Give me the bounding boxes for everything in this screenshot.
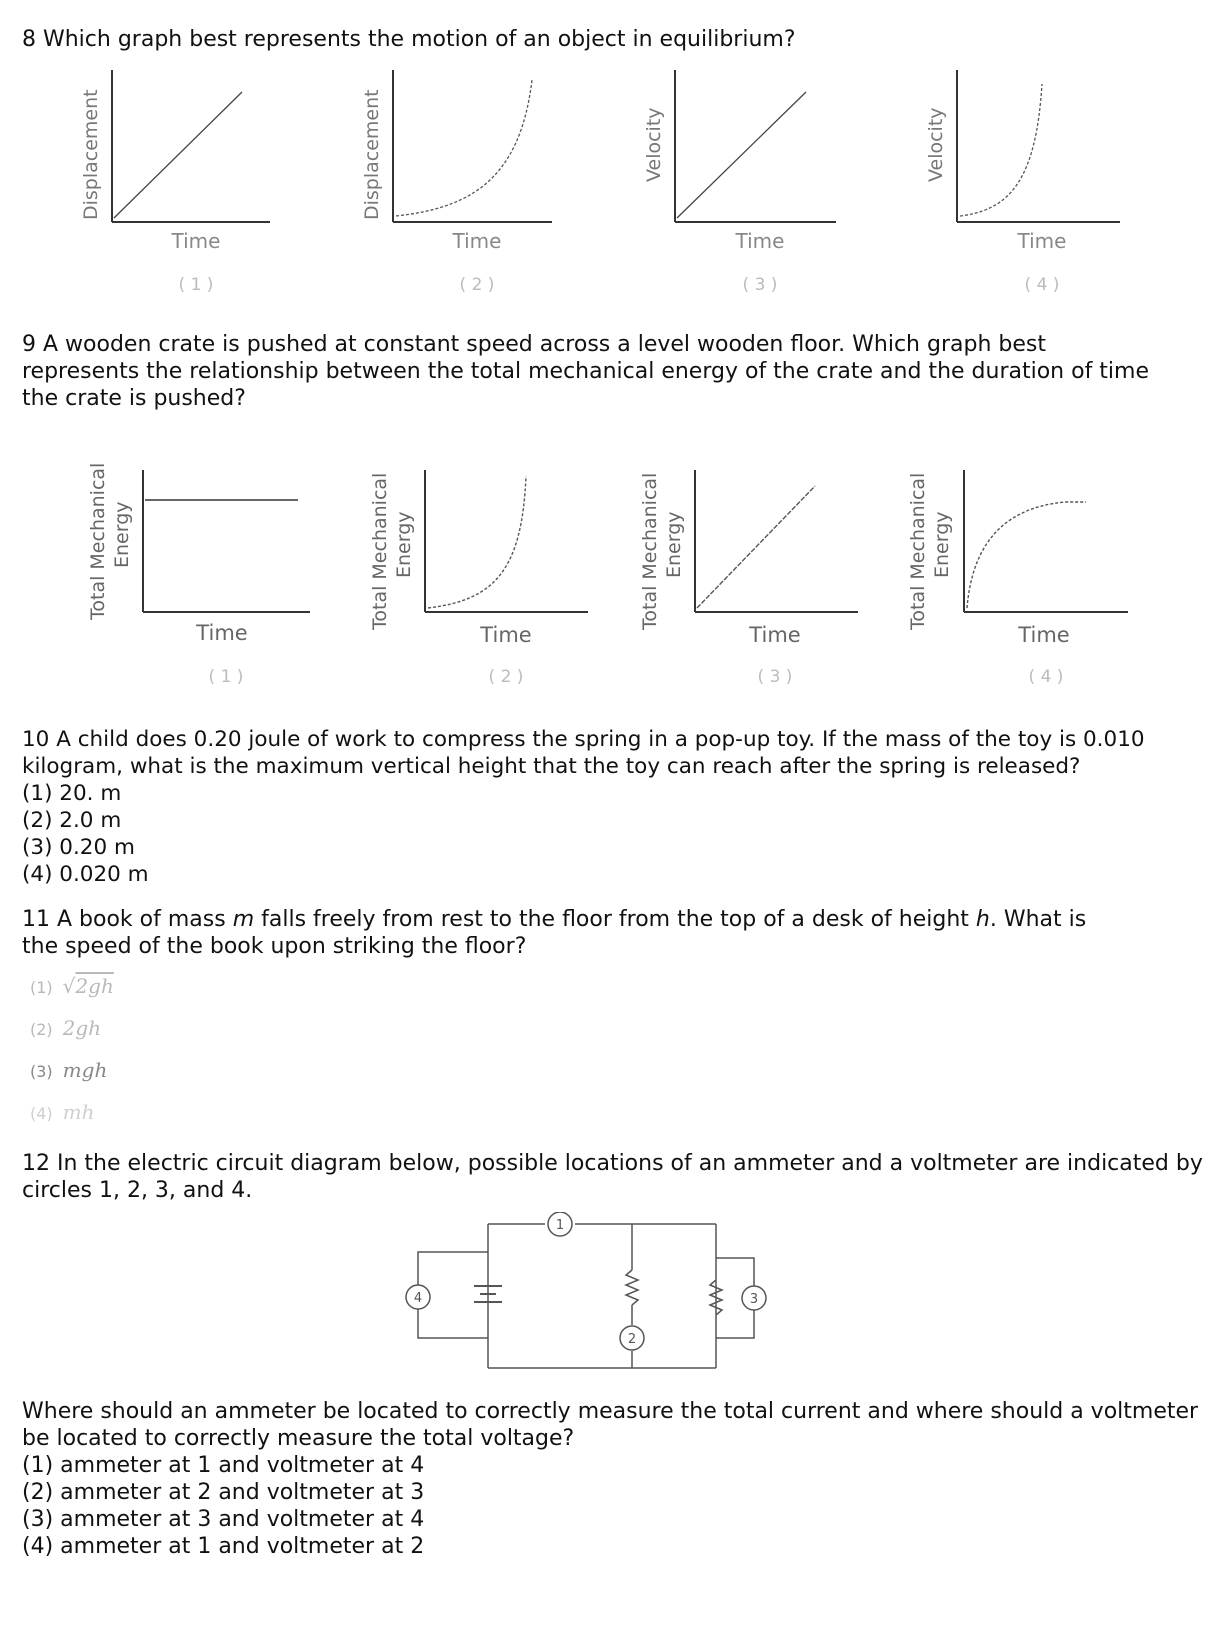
question-11-option-2[interactable]	[30, 1008, 114, 1050]
question-11-var-m: m	[232, 907, 255, 932]
q9-graph-1-number: ( 1 )	[208, 667, 244, 687]
question-10-option-2[interactable]: (2) 2.0 m	[22, 808, 122, 833]
q9-graph-4-number: ( 4 )	[1028, 667, 1064, 687]
question-11-option-3-expr: mgh	[62, 1058, 108, 1082]
q8-graphs	[0, 60, 1216, 300]
q8-graph-3-number: ( 3 )	[742, 275, 778, 295]
q8-graph-1-ylabel: Displacement	[80, 89, 102, 220]
q9-graph-3-ylabel-line2: Energy	[663, 511, 685, 578]
q8-graph-2-ylabel: Displacement	[361, 89, 383, 220]
question-11-var-h: h	[975, 907, 990, 932]
question-11-option-1-number: (1)	[30, 978, 53, 997]
question-9	[22, 331, 1152, 412]
q9-graph-2-xlabel: Time	[480, 623, 532, 647]
q9-graph-1-ylabel-line2: Energy	[111, 501, 133, 568]
question-12-option-3[interactable]: (3) ammeter at 3 and voltmeter at 4	[22, 1507, 425, 1532]
q8-graph-2	[361, 70, 552, 295]
q9-graph-4-xlabel: Time	[1018, 623, 1070, 647]
question-11-option-3[interactable]	[30, 1050, 114, 1092]
q9-graph-3	[639, 470, 858, 687]
question-11	[22, 906, 1122, 960]
q9-graph-4	[907, 470, 1128, 687]
q9-graph-3-xlabel: Time	[749, 623, 801, 647]
circuit-circle-1-label: 1	[555, 1218, 565, 1233]
q8-graph-4-xlabel: Time	[1017, 229, 1067, 253]
question-11-stem-part-b: falls freely from rest to the floor from the top of a desk of height	[254, 907, 976, 932]
q8-graph-3-curve	[677, 92, 806, 218]
question-11-option-4[interactable]	[30, 1092, 114, 1134]
q9-graph-3-ylabel-line1: Total Mechanical	[639, 472, 661, 630]
q8-graph-4-number: ( 4 )	[1024, 275, 1060, 295]
circuit-circle-4-label: 4	[413, 1291, 423, 1306]
q9-graph-1-xlabel: Time	[196, 621, 248, 645]
question-10-option-4[interactable]: (4) 0.020 m	[22, 862, 149, 887]
question-10-stem: 10 A child does 0.20 joule of work to compress the spring in a pop-up toy. If the mass of the toy is 0.010 kilogram, what is the maximum vertical height that the toy can reach after the spring is released?	[22, 727, 1145, 779]
question-8-stem: 8 Which graph best represents the motion of an object in equilibrium?	[22, 27, 796, 52]
q9-graph-2-number: ( 2 )	[488, 667, 524, 687]
question-12	[22, 1150, 1208, 1204]
q8-graph-2-number: ( 2 )	[459, 275, 495, 295]
q9-graph-3-number: ( 3 )	[757, 667, 793, 687]
question-10-option-1[interactable]: (1) 20. m	[22, 781, 122, 806]
q9-graph-2	[369, 470, 588, 687]
q8-graph-3	[643, 70, 836, 295]
question-11-stem-part-c: . What is the speed of the book upon striking the floor?	[22, 907, 1087, 959]
question-11-option-1-expr: 2gh	[75, 974, 114, 998]
question-12-followup	[22, 1398, 1208, 1560]
question-12-followup-text: Where should an ammeter be located to correctly measure the total current and where should a voltmeter be located to correctly measure the total voltage?	[22, 1399, 1199, 1451]
q9-graph-4-ylabel-line2: Energy	[931, 511, 953, 578]
q9-graph-4-curve	[967, 502, 1086, 608]
q9-graph-2-curve	[428, 476, 526, 608]
circuit-circle-3-label: 3	[749, 1292, 759, 1307]
q8-graph-3-xlabel: Time	[735, 229, 785, 253]
question-11-option-1[interactable]	[30, 966, 114, 1008]
circuit-diagram	[400, 1212, 780, 1382]
q8-graph-3-ylabel: Velocity	[643, 107, 665, 182]
q8-graph-1	[80, 70, 270, 295]
circuit-circle-2-label: 2	[627, 1332, 637, 1347]
q8-graph-1-number: ( 1 )	[178, 275, 214, 295]
question-11-option-4-expr: mh	[62, 1100, 95, 1124]
question-11-option-3-number: (3)	[30, 1062, 53, 1081]
question-9-stem: 9 A wooden crate is pushed at constant speed across a level wooden floor. Which graph best represents the relationship between the total mechanical energy of the crate and the duration of time the crate is pushed?	[22, 332, 1150, 411]
q8-graph-2-xlabel: Time	[452, 229, 502, 253]
sqrt-icon: √	[62, 974, 76, 998]
q8-graph-2-curve	[396, 80, 532, 216]
question-12-option-2[interactable]: (2) ammeter at 2 and voltmeter at 3	[22, 1480, 425, 1505]
question-12-option-1[interactable]: (1) ammeter at 1 and voltmeter at 4	[22, 1453, 425, 1478]
q8-graph-1-xlabel: Time	[171, 229, 221, 253]
question-11-stem	[22, 906, 1122, 960]
q8-graph-4-curve	[960, 84, 1042, 216]
q9-graph-2-ylabel-line2: Energy	[393, 511, 415, 578]
question-12-option-4[interactable]: (4) ammeter at 1 and voltmeter at 2	[22, 1534, 425, 1559]
q9-graph-2-ylabel-line1: Total Mechanical	[369, 472, 391, 630]
q8-graph-4	[925, 70, 1120, 295]
q9-graphs	[0, 430, 1216, 700]
question-11-option-2-expr: 2gh	[62, 1016, 102, 1040]
question-11-options	[30, 966, 114, 1134]
q9-graph-1-ylabel-line1: Total Mechanical	[87, 462, 109, 620]
question-8	[22, 26, 1202, 53]
question-11-stem-part-a: 11 A book of mass	[22, 907, 233, 932]
q8-graph-4-ylabel: Velocity	[925, 107, 947, 182]
q9-graph-4-ylabel-line1: Total Mechanical	[907, 472, 929, 630]
q8-graph-1-curve	[114, 92, 242, 218]
q9-graph-3-curve	[697, 486, 815, 608]
question-11-option-4-number: (4)	[30, 1104, 53, 1123]
q9-graph-1	[87, 463, 310, 687]
question-12-stem: 12 In the electric circuit diagram below, possible locations of an ammeter and a voltmeter are indicated by circles 1, 2, 3, and 4.	[22, 1151, 1203, 1203]
question-11-option-2-number: (2)	[30, 1020, 53, 1039]
question-10-option-3[interactable]: (3) 0.20 m	[22, 835, 135, 860]
question-10	[22, 726, 1172, 888]
